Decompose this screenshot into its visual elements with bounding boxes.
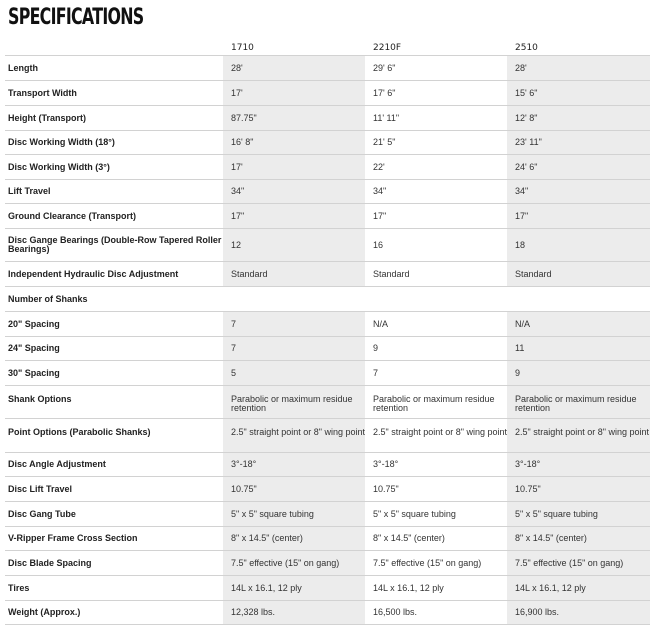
spec-label: Ground Clearance (Transport) [5, 204, 223, 229]
spec-value: 5" x 5" square tubing [507, 502, 650, 527]
spec-label: Disc Gang Tube [5, 502, 223, 527]
spec-value: 28' [223, 56, 365, 81]
spec-label: Disc Blade Spacing [5, 551, 223, 576]
spec-value: 16 [365, 229, 507, 262]
spec-row [5, 131, 650, 155]
spec-row [5, 180, 650, 204]
spec-row [5, 229, 650, 262]
spec-value: 10.75" [365, 477, 507, 502]
spec-row [5, 106, 650, 131]
spec-value: Parabolic or maximum residue retention [223, 386, 365, 419]
spec-value: 16' 8" [223, 131, 365, 155]
spec-row [5, 361, 650, 386]
spec-value: 5 [223, 361, 365, 386]
spec-value: 17' 6" [365, 81, 507, 106]
spec-value [223, 287, 365, 312]
specifications-table [5, 36, 650, 625]
header-row [5, 36, 650, 56]
spec-value: 12 [223, 229, 365, 262]
spec-row [5, 502, 650, 527]
spec-row [5, 419, 650, 453]
spec-row [5, 155, 650, 180]
spec-value: 9 [365, 337, 507, 361]
spec-value: 14L x 16.1, 12 ply [223, 576, 365, 601]
spec-value: 28' [507, 56, 650, 81]
header-model-1710: 1710 [223, 36, 365, 56]
spec-value: 34" [365, 180, 507, 204]
spec-value: 14L x 16.1, 12 ply [507, 576, 650, 601]
spec-label: Disc Angle Adjustment [5, 453, 223, 477]
spec-value: Standard [365, 262, 507, 287]
spec-label: Weight (Approx.) [5, 601, 223, 625]
spec-label: Height (Transport) [5, 106, 223, 131]
spec-label: Independent Hydraulic Disc Adjustment [5, 262, 223, 287]
spec-value: 34" [507, 180, 650, 204]
spec-row [5, 204, 650, 229]
spec-label: Disc Gange Bearings (Double-Row Tapered Roller Bearings) [5, 229, 223, 262]
spec-value: 21' 5" [365, 131, 507, 155]
spec-value: 11 [507, 337, 650, 361]
spec-value: Standard [507, 262, 650, 287]
spec-row [5, 56, 650, 81]
spec-value: 2.5" straight point or 8" wing point [507, 419, 650, 453]
spec-row [5, 453, 650, 477]
spec-label: Lift Travel [5, 180, 223, 204]
spec-row [5, 81, 650, 106]
spec-value: 8" x 14.5" (center) [507, 527, 650, 551]
spec-label: Number of Shanks [5, 287, 223, 312]
spec-value: 7 [223, 312, 365, 337]
spec-value: 11' 11" [365, 106, 507, 131]
spec-value: 24' 6" [507, 155, 650, 180]
spec-label: Point Options (Parabolic Shanks) [5, 419, 223, 453]
spec-value: 18 [507, 229, 650, 262]
spec-label: Tires [5, 576, 223, 601]
spec-value: 16,900 lbs. [507, 601, 650, 625]
spec-value: 12' 8" [507, 106, 650, 131]
spec-row [5, 551, 650, 576]
spec-value: 87.75" [223, 106, 365, 131]
spec-value: 23' 11" [507, 131, 650, 155]
spec-value: 5" x 5" square tubing [223, 502, 365, 527]
spec-row [5, 262, 650, 287]
spec-value: 17' [223, 81, 365, 106]
spec-value: 3°-18° [365, 453, 507, 477]
spec-value: 2.5" straight point or 8" wing point [223, 419, 365, 453]
header-model-2210f: 2210F [365, 36, 507, 56]
spec-label: Length [5, 56, 223, 81]
spec-value: N/A [365, 312, 507, 337]
header-spacer [5, 36, 223, 56]
spec-label: Disc Working Width (18°) [5, 131, 223, 155]
spec-label: 24" Spacing [5, 337, 223, 361]
spec-value: 8" x 14.5" (center) [223, 527, 365, 551]
spec-value: 16,500 lbs. [365, 601, 507, 625]
spec-value: 10.75" [507, 477, 650, 502]
spec-value: 7 [365, 361, 507, 386]
spec-label: Disc Working Width (3°) [5, 155, 223, 180]
header-model-2510: 2510 [507, 36, 650, 56]
spec-value [365, 287, 507, 312]
spec-row [5, 312, 650, 337]
spec-value: 34" [223, 180, 365, 204]
spec-value: 12,328 lbs. [223, 601, 365, 625]
spec-value: Parabolic or maximum residue retention [365, 386, 507, 419]
spec-value: 5" x 5" square tubing [365, 502, 507, 527]
page-title: SPECIFICATIONS [8, 5, 144, 30]
spec-label: V-Ripper Frame Cross Section [5, 527, 223, 551]
spec-label: Transport Width [5, 81, 223, 106]
spec-value: 2.5" straight point or 8" wing point [365, 419, 507, 453]
spec-value: 14L x 16.1, 12 ply [365, 576, 507, 601]
spec-value: 7.5" effective (15" on gang) [223, 551, 365, 576]
spec-value: 15' 6" [507, 81, 650, 106]
spec-value: 3°-18° [507, 453, 650, 477]
spec-label: Shank Options [5, 386, 223, 419]
spec-row [5, 287, 650, 312]
spec-row [5, 337, 650, 361]
spec-label: 20" Spacing [5, 312, 223, 337]
spec-label: Disc Lift Travel [5, 477, 223, 502]
spec-value: 7.5" effective (15" on gang) [507, 551, 650, 576]
spec-value: 7 [223, 337, 365, 361]
spec-value: 17' [223, 155, 365, 180]
spec-value: N/A [507, 312, 650, 337]
spec-value: 3°-18° [223, 453, 365, 477]
spec-value: 17" [365, 204, 507, 229]
spec-value: Parabolic or maximum residue retention [507, 386, 650, 419]
spec-row [5, 477, 650, 502]
spec-value: 8" x 14.5" (center) [365, 527, 507, 551]
spec-label: 30" Spacing [5, 361, 223, 386]
spec-row [5, 527, 650, 551]
spec-value: 29' 6" [365, 56, 507, 81]
spec-value: Standard [223, 262, 365, 287]
spec-value [507, 287, 650, 312]
spec-row [5, 576, 650, 601]
spec-value: 9 [507, 361, 650, 386]
spec-row [5, 386, 650, 419]
spec-value: 17" [223, 204, 365, 229]
spec-value: 7.5" effective (15" on gang) [365, 551, 507, 576]
spec-row [5, 601, 650, 625]
spec-value: 10.75" [223, 477, 365, 502]
spec-value: 17" [507, 204, 650, 229]
spec-value: 22' [365, 155, 507, 180]
